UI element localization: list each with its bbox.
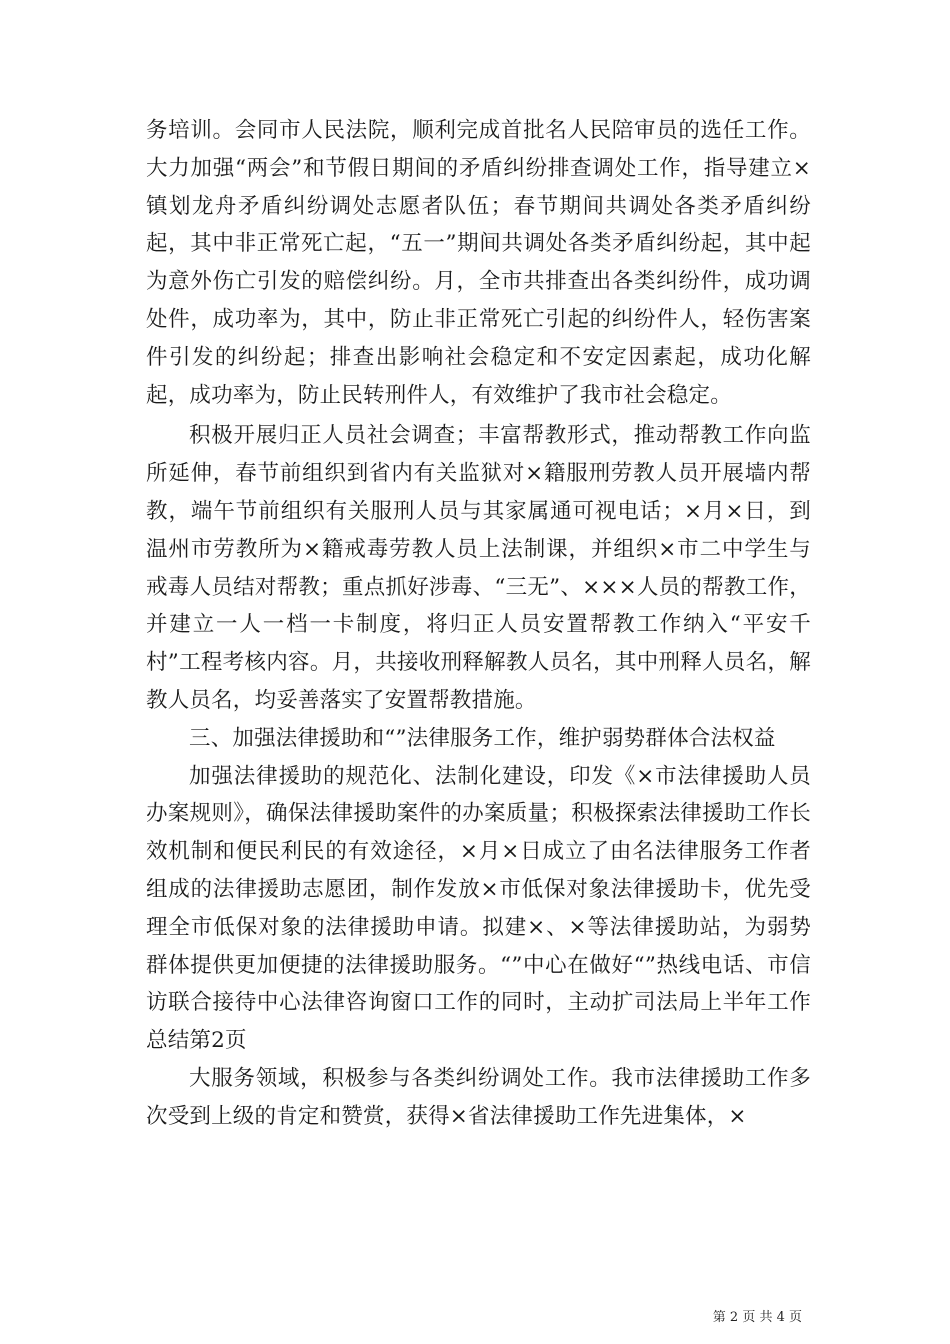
section-heading-legal-aid: 三、加强法律援助和“”法律服务工作，维护弱势群体合法权益 <box>189 725 776 751</box>
paragraph-service-expansion: 大服务领域，积极参与各类纠纷调处工作。我市法律援助工作多次受到上级的肯定和赞赏，获得×省法律援助工作先进集体，× <box>146 1065 811 1129</box>
paragraph-mediation-summary: 务培训。会同市人民法院，顺利完成首批名人民陪审员的选任工作。大力加强“两会”和节假日期间的矛盾纠纷排查调处工作，指导建立×镇划龙舟矛盾纠纷调处志愿者队伍；春节期间共调处各类矛盾纠纷起，其中非正常死亡起，“五一”期间共调处各类矛盾纠纷起，其中起为意外伤亡引发的赔偿纠纷。月，全市共排查出各类纠纷件，成功调处件，成功率为，其中，防止非正常死亡引起的纠纷件人，轻伤害案件引发的纠纷起；排查出影响社会稳定和不安定因素起，成功化解起，成功率为，防止民转刑件人，有效维护了我市社会稳定。 <box>146 118 811 408</box>
document-body <box>146 112 811 1136</box>
page-number: 第 2 页 共 4 页 <box>712 1310 802 1325</box>
paragraph-rehabilitation: 积极开展归正人员社会调查；丰富帮教形式，推动帮教工作向监所延伸，春节前组织到省内有关监狱对×籍服刑劳教人员开展墙内帮教，端午节前组织有关服刑人员与其家属通可视电话；×月×日，到温州市劳教所为×籍戒毒劳教人员上法制课，并组织×市二中学生与戒毒人员结对帮教；重点抓好涉毒、“三无”、×××人员的帮教工作，并建立一人一档一卡制度，将归正人员安置帮教工作纳入“平安千村”工程考核内容。月，共接收刑释解教人员名，其中刑释人员名，解教人员名，均妥善落实了安置帮教措施。 <box>146 423 811 713</box>
paragraph-legal-aid: 加强法律援助的规范化、法制化建设，印发《×市法律援助人员办案规则》，确保法律援助案件的办案质量；积极探索法律援助工作长效机制和便民利民的有效途径，×月×日成立了由名法律服务工作者组成的法律援助志愿团，制作发放×市低保对象法律援助卡，优先受理全市低保对象的法律援助申请。拟建×、×等法律援助站，为弱势群体提供更加便捷的法律援助服务。“”中心在做好“”热线电话、市信访联合接待中心法律咨询窗口工作的同时，主动扩司法局上半年工作总结第2页 <box>146 763 811 1054</box>
